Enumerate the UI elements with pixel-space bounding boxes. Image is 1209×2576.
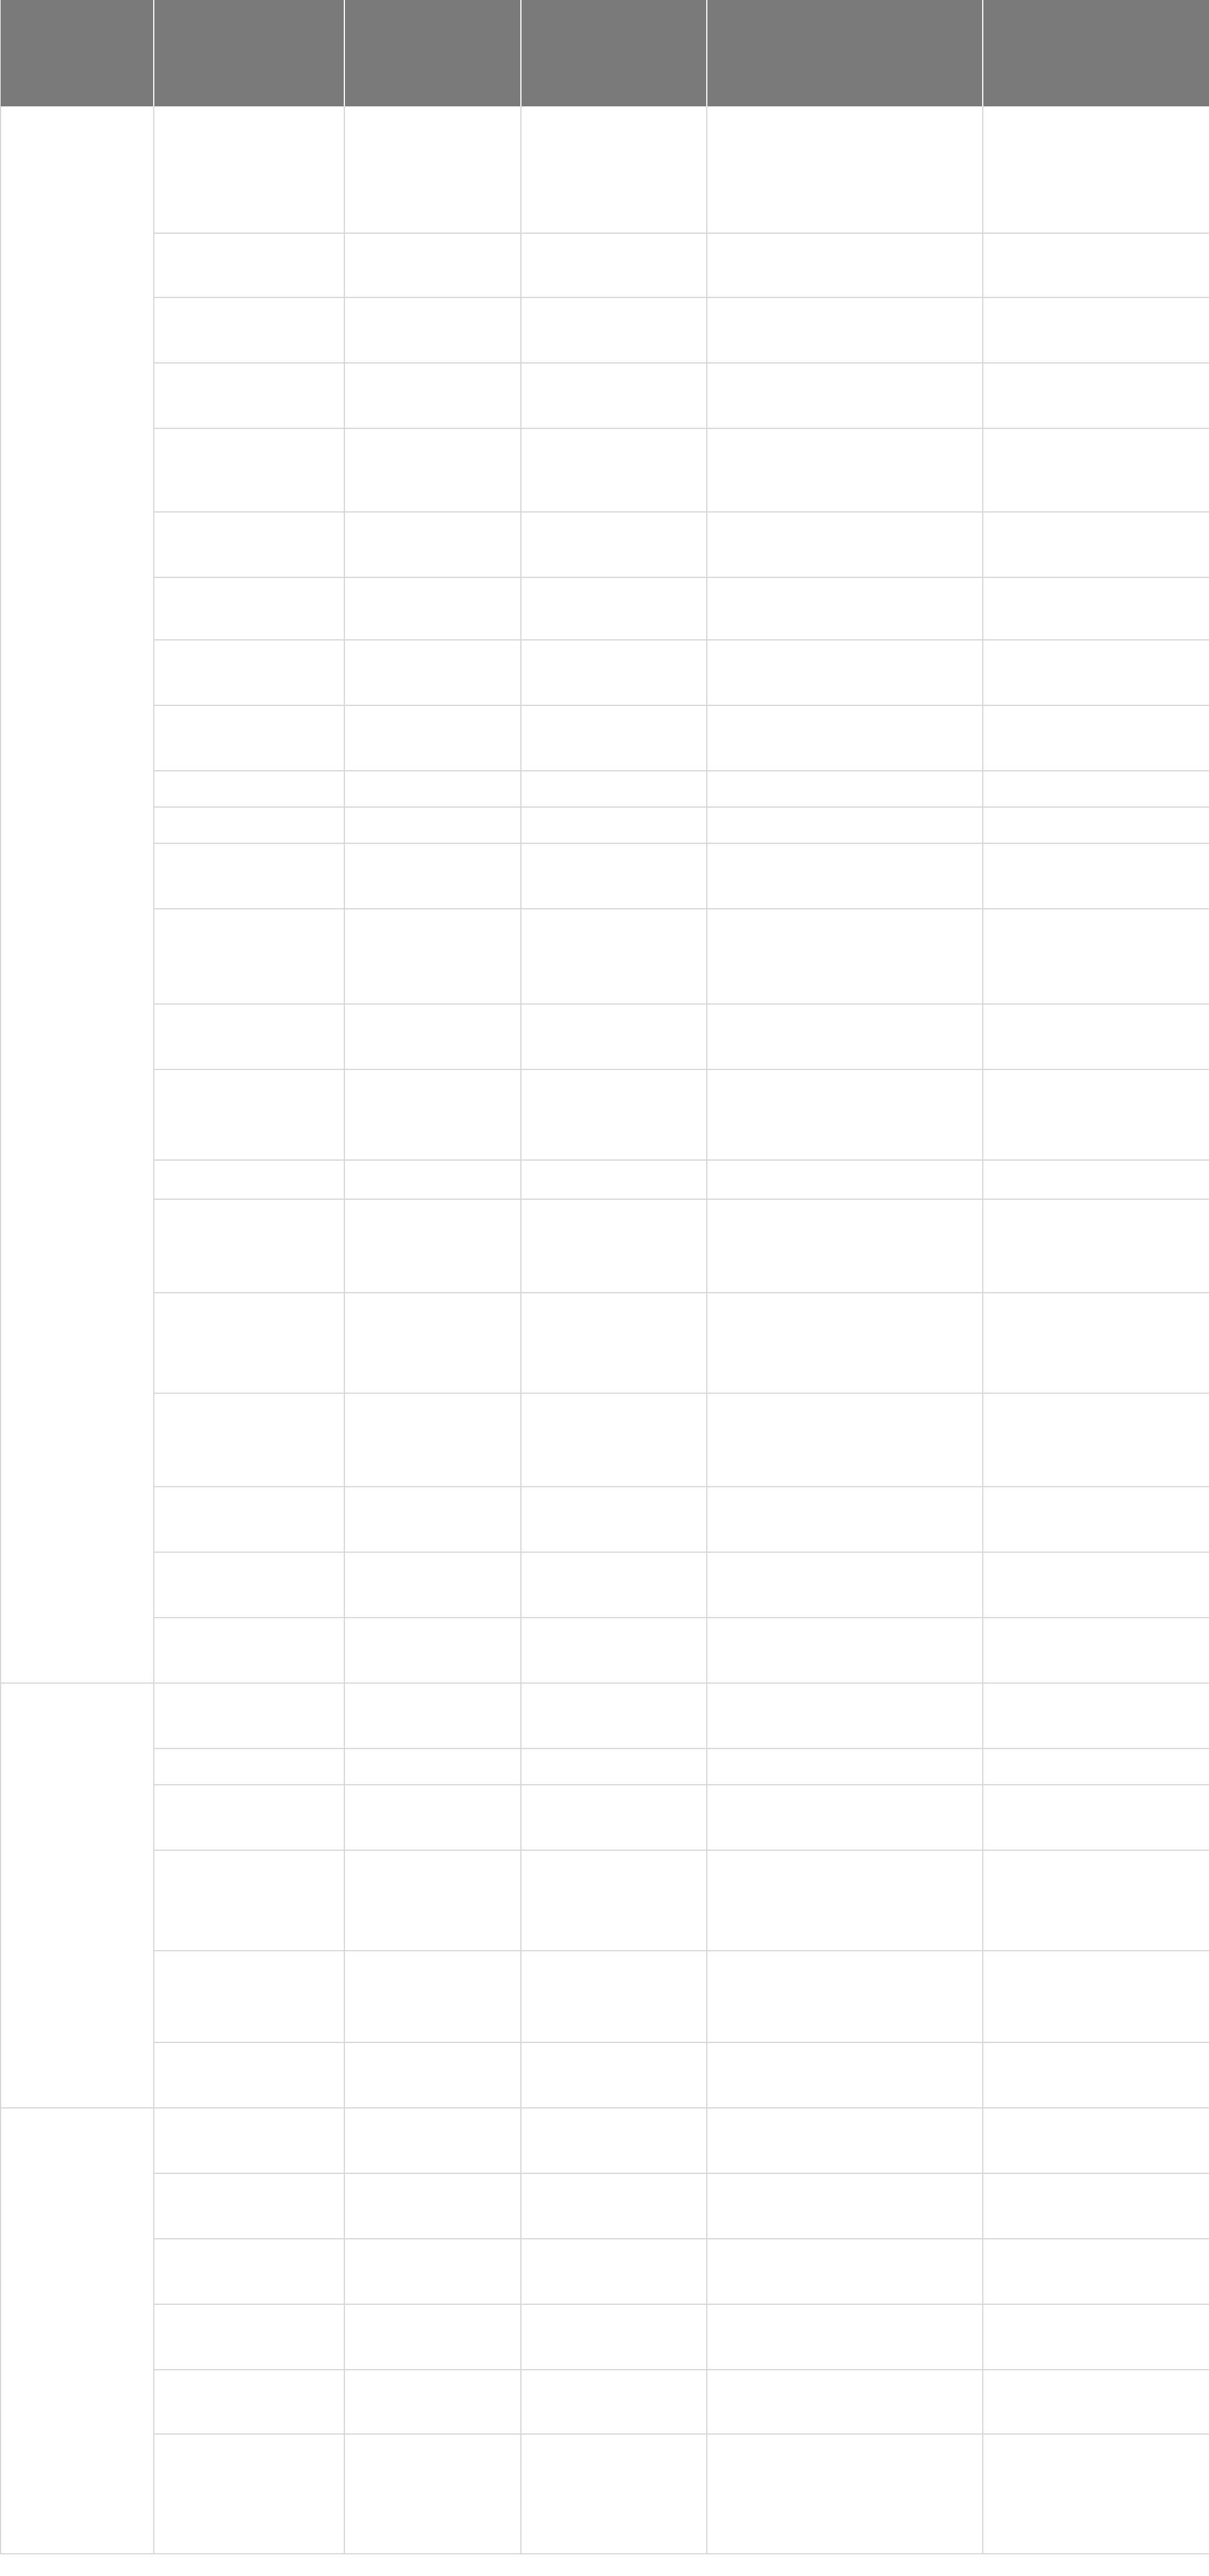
header-strategy [154,0,344,106]
antigen-cell [521,807,707,843]
antigen-cell [521,1618,707,1683]
table-row [1,2108,1209,2173]
strategy-cell [154,2434,344,2554]
antigen-cell [521,2370,707,2434]
strategy-cell [154,1683,344,1749]
reference-cell[interactable] [983,2173,1209,2239]
table-row [1,843,1209,909]
table-row [1,2042,1209,2108]
strategy-cell [154,1785,344,1850]
table-row [1,807,1209,843]
pathogen-cell [344,1293,521,1393]
reference-cell[interactable] [983,2108,1209,2173]
pathogen-cell [344,1785,521,1850]
table-row [1,1618,1209,1683]
pathogen-cell [344,2434,521,2554]
immune-response-cell [707,2304,983,2370]
strategy-cell [154,428,344,512]
strategy-cell [154,2304,344,2370]
header-antigen [521,0,707,106]
reference-cell[interactable] [983,1199,1209,1293]
reference-cell[interactable] [983,909,1209,1004]
strategy-cell [154,2370,344,2434]
immune-response-cell [707,428,983,512]
strategy-cell [154,1293,344,1393]
pathogen-cell [344,2304,521,2370]
antigen-cell [521,1160,707,1199]
antigen-cell [521,1004,707,1069]
table-body [1,106,1209,2554]
immune-response-cell [707,1069,983,1160]
pathogen-cell [344,1552,521,1618]
reference-cell[interactable] [983,1487,1209,1552]
table-row [1,1160,1209,1199]
immune-response-cell [707,2108,983,2173]
immune-response-cell [707,1850,983,1951]
reference-cell[interactable] [983,106,1209,233]
immune-response-cell [707,1293,983,1393]
antigen-cell [521,297,707,363]
pathogen-cell [344,771,521,807]
table-row [1,909,1209,1004]
immune-response-cell [707,640,983,705]
immune-response-cell [707,1951,983,2042]
antigen-cell [521,1951,707,2042]
antigen-cell [521,577,707,640]
pathogen-cell [344,1850,521,1951]
reference-cell[interactable] [983,1951,1209,2042]
antigen-cell [521,1487,707,1552]
strategy-cell [154,1618,344,1683]
antigen-cell [521,771,707,807]
strategy-cell [154,705,344,771]
pathogen-cell [344,1199,521,1293]
antigen-cell [521,2434,707,2554]
reference-cell[interactable] [983,1393,1209,1487]
reference-cell[interactable] [983,2239,1209,2304]
immune-response-cell [707,1749,983,1785]
strategy-cell [154,1749,344,1785]
antigen-cell [521,2042,707,2108]
strategy-cell [154,1069,344,1160]
reference-cell[interactable] [983,1160,1209,1199]
immune-response-cell [707,1618,983,1683]
table-row [1,512,1209,577]
immune-response-cell [707,2042,983,2108]
immune-response-cell [707,1487,983,1552]
pathogen-cell [344,2042,521,2108]
table-row [1,2370,1209,2434]
antigen-cell [521,512,707,577]
table-row [1,1749,1209,1785]
table-row [1,2173,1209,2239]
antigen-cell [521,2304,707,2370]
immune-response-cell [707,2434,983,2554]
table-row [1,1004,1209,1069]
table-header [1,0,1209,106]
strategy-cell [154,1487,344,1552]
table-row [1,2239,1209,2304]
immune-response-cell [707,297,983,363]
reference-cell[interactable] [983,1293,1209,1393]
reference-cell[interactable] [983,1785,1209,1850]
table-row [1,428,1209,512]
strategy-cell [154,106,344,233]
immune-response-cell [707,1683,983,1749]
reference-cell[interactable] [983,1069,1209,1160]
reference-cell[interactable] [983,640,1209,705]
antigen-cell [521,106,707,233]
immune-response-cell [707,705,983,771]
strategy-cell [154,2042,344,2108]
pathogen-cell [344,1160,521,1199]
antigen-cell [521,1199,707,1293]
table-row [1,705,1209,771]
table-row [1,1487,1209,1552]
strategy-cell [154,577,344,640]
immune-response-cell [707,512,983,577]
species-cell [1,2108,154,2554]
pathogen-cell [344,2108,521,2173]
antigen-cell [521,2239,707,2304]
antigen-cell [521,2173,707,2239]
reference-cell[interactable] [983,807,1209,843]
strategy-cell [154,1004,344,1069]
strategy-cell [154,640,344,705]
immune-response-cell [707,363,983,428]
pathogen-cell [344,1487,521,1552]
pathogen-cell [344,1004,521,1069]
immune-response-cell [707,1199,983,1293]
pathogen-cell [344,843,521,909]
pathogen-cell [344,577,521,640]
strategy-cell [154,807,344,843]
immune-response-cell [707,1004,983,1069]
pathogen-cell [344,1618,521,1683]
table-row [1,233,1209,297]
immune-response-cell [707,1552,983,1618]
table-row [1,1850,1209,1951]
antigen-cell [521,1749,707,1785]
pathogen-cell [344,297,521,363]
header-species [1,0,154,106]
header-pathogen [344,0,521,106]
table-row [1,2304,1209,2370]
reference-cell[interactable] [983,577,1209,640]
reference-cell[interactable] [983,1004,1209,1069]
immune-response-cell [707,577,983,640]
pathogen-cell [344,512,521,577]
pathogen-cell [344,640,521,705]
immune-response-cell [707,1785,983,1850]
pathogen-cell [344,2370,521,2434]
antigen-cell [521,1293,707,1393]
antigen-cell [521,233,707,297]
strategy-cell [154,1552,344,1618]
antigen-cell [521,428,707,512]
strategy-cell [154,1951,344,2042]
immune-response-cell [707,233,983,297]
immune-response-cell [707,1160,983,1199]
reference-cell[interactable] [983,428,1209,512]
table-row [1,297,1209,363]
pathogen-cell [344,106,521,233]
reference-cell[interactable] [983,2304,1209,2370]
strategy-cell [154,2173,344,2239]
table-row [1,1069,1209,1160]
reference-cell[interactable] [983,705,1209,771]
table-row [1,640,1209,705]
table-row [1,1951,1209,2042]
strategy-cell [154,2239,344,2304]
strategy-cell [154,233,344,297]
strategy-cell [154,909,344,1004]
immune-response-cell [707,771,983,807]
immune-response-cell [707,2370,983,2434]
strategy-cell [154,1850,344,1951]
pathogen-cell [344,428,521,512]
antigen-cell [521,1850,707,1951]
table-row [1,771,1209,807]
reference-cell[interactable] [983,1850,1209,1951]
pathogen-cell [344,363,521,428]
strategy-cell [154,512,344,577]
pathogen-cell [344,909,521,1004]
antigen-cell [521,1683,707,1749]
immune-response-cell [707,909,983,1004]
table-row [1,1683,1209,1749]
table-row [1,1199,1209,1293]
antigen-cell [521,2108,707,2173]
antigen-cell [521,843,707,909]
reference-cell[interactable] [983,2370,1209,2434]
reference-cell[interactable] [983,363,1209,428]
table-row [1,577,1209,640]
table-row [1,2434,1209,2554]
immune-response-cell [707,2239,983,2304]
immune-response-cell [707,807,983,843]
antigen-cell [521,1552,707,1618]
strategy-cell [154,843,344,909]
pathogen-cell [344,1951,521,2042]
strategy-cell [154,363,344,428]
pathogen-cell [344,1749,521,1785]
antigen-cell [521,1393,707,1487]
reference-cell[interactable] [983,2042,1209,2108]
table-row [1,106,1209,233]
reference-cell[interactable] [983,843,1209,909]
antigen-cell [521,705,707,771]
pathogen-cell [344,1393,521,1487]
reference-cell[interactable] [983,2434,1209,2554]
header-immune-response [707,0,983,106]
reference-cell[interactable] [983,771,1209,807]
table-row [1,1552,1209,1618]
reference-cell[interactable] [983,1618,1209,1683]
strategy-cell [154,771,344,807]
table-row [1,363,1209,428]
immune-response-cell [707,2173,983,2239]
pathogen-cell [344,233,521,297]
pathogen-cell [344,1683,521,1749]
pathogen-cell [344,705,521,771]
immune-response-cell [707,1393,983,1487]
header-row [1,0,1209,106]
pathogen-cell [344,807,521,843]
header-references [983,0,1209,106]
table-row [1,1785,1209,1850]
reference-cell[interactable] [983,1552,1209,1618]
immune-response-cell [707,106,983,233]
antigen-cell [521,1785,707,1850]
reference-cell[interactable] [983,1749,1209,1785]
table-row [1,1393,1209,1487]
reference-cell[interactable] [983,297,1209,363]
antigen-cell [521,363,707,428]
table-row [1,1293,1209,1393]
reference-cell[interactable] [983,1683,1209,1749]
antigen-cell [521,909,707,1004]
reference-cell[interactable] [983,512,1209,577]
pathogen-cell [344,1069,521,1160]
antigen-cell [521,1069,707,1160]
pathogen-cell [344,2173,521,2239]
strategy-cell [154,2108,344,2173]
strategy-cell [154,1393,344,1487]
species-cell [1,106,154,1683]
antigen-cell [521,640,707,705]
species-cell [1,1683,154,2108]
strategy-cell [154,297,344,363]
pathogen-cell [344,2239,521,2304]
immune-response-cell [707,843,983,909]
strategy-cell [154,1199,344,1293]
reference-cell[interactable] [983,233,1209,297]
strategy-cell [154,1160,344,1199]
